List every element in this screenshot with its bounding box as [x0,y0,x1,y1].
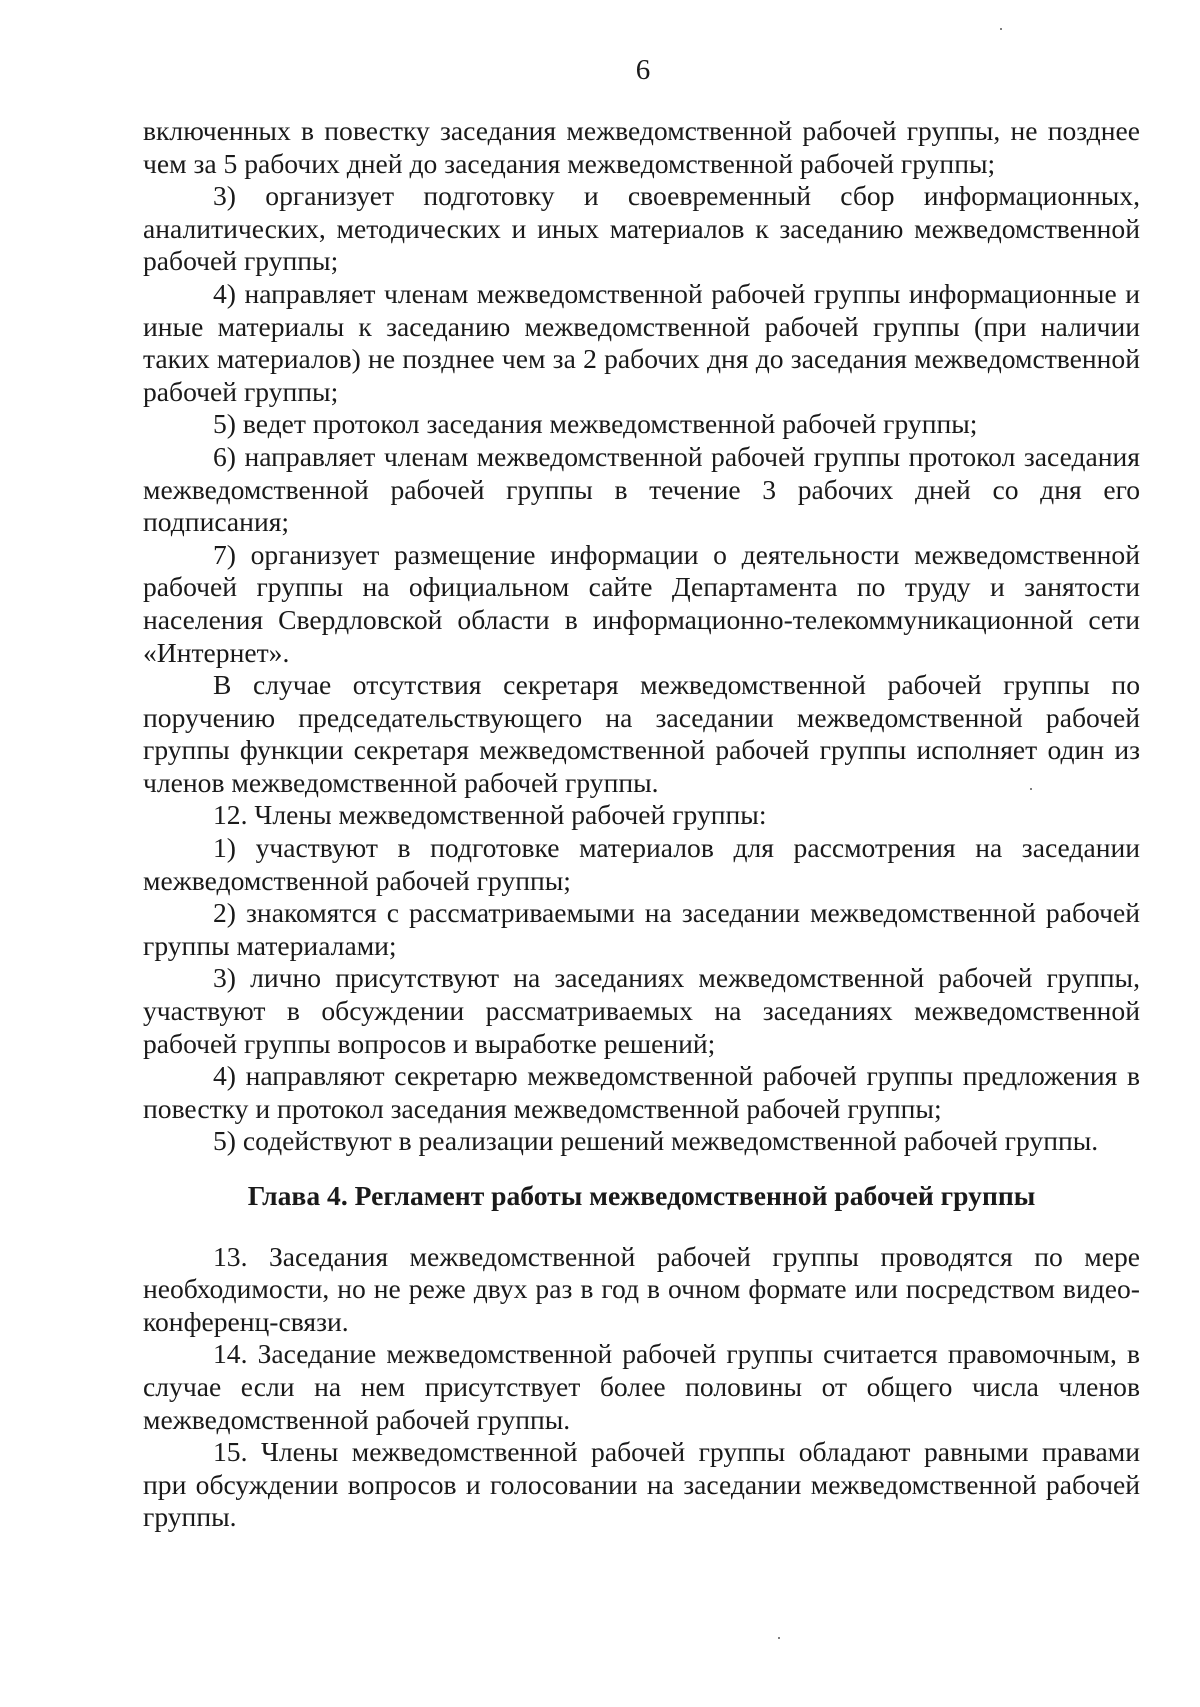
clause-12-item-4: 4) направляют секретарю межведомственной рабочей группы предложения в повестку и протокол заседания межведомственной рабочей группы; [143,1060,1140,1124]
clause-14: 14. Заседание межведомственной рабочей группы считается правомочным, в случае если на нем присутствует более половины от общего числа членов межведомственной рабочей группы. [143,1338,1140,1435]
clause-12-item-1: 1) участвуют в подготовке материалов для рассмотрения на заседании межведомственной рабочей группы; [143,832,1140,896]
scan-speck [1030,788,1032,790]
list-item-5: 5) ведет протокол заседания межведомственной рабочей группы; [213,408,978,440]
chapter-title: Глава 4. Регламент работы межведомственной рабочей группы [247,1180,1036,1211]
list-item-7: 7) организует размещение информации о деятельности межведомственной рабочей группы на официальном сайте Департамента по труду и занятости населения Свердловской области в информационно-телекоммуникационной сети «Интернет». [143,538,1140,668]
page-number: 6 [635,54,651,86]
clause-12-item-3: 3) лично присутствуют на заседаниях межведомственной рабочей группы, участвуют в обсуждении рассматриваемых на заседаниях межведомственной рабочей группы вопросов и выработке решений; [143,962,1140,1059]
paragraph-continuation: включенных в повестку заседания межведомственной рабочей группы, не позднее чем за 5 рабочих дней до заседания межведомственной рабочей группы; [143,115,1140,179]
clause-12-heading: 12. Члены межведомственной рабочей группы: [213,799,767,831]
clause-12-item-2: 2) знакомятся с рассматриваемыми на заседании межведомственной рабочей группы материалами; [143,897,1140,961]
clause-15: 15. Члены межведомственной рабочей группы обладают равными правами при обсуждении вопросов и голосовании на заседании межведомственной рабочей группы. [143,1436,1140,1533]
list-item-4: 4) направляет членам межведомственной рабочей группы информационные и иные материалы к заседанию межведомственной рабочей группы (при наличии таких материалов) не позднее чем за 2 рабочих дня до заседания межведомственной рабочей группы; [143,277,1140,407]
scan-speck [778,1637,780,1639]
document-body [143,115,1140,1534]
scan-speck [1000,28,1002,30]
clause-13: 13. Заседания межведомственной рабочей группы проводятся по мере необходимости, но не реже двух раз в год в очном формате или посредством видео-конференц-связи. [143,1240,1140,1337]
list-item-6: 6) направляет членам межведомственной рабочей группы протокол заседания межведомственной рабочей группы в течение 3 рабочих дней со дня его подписания; [143,440,1140,538]
secretary-absence-paragraph: В случае отсутствия секретаря межведомственной рабочей группы по поручению председательствующего на заседании межведомственной рабочей группы функции секретаря межведомственной рабочей группы исполняет один из членов межведомственной рабочей группы. [143,669,1140,798]
list-item-3: 3) организует подготовку и своевременный сбор информационных, аналитических, методических и иных материалов к заседанию межведомственной рабочей группы; [143,180,1140,277]
clause-12-item-5: 5) содействуют в реализации решений межведомственной рабочей группы. [213,1125,1099,1157]
